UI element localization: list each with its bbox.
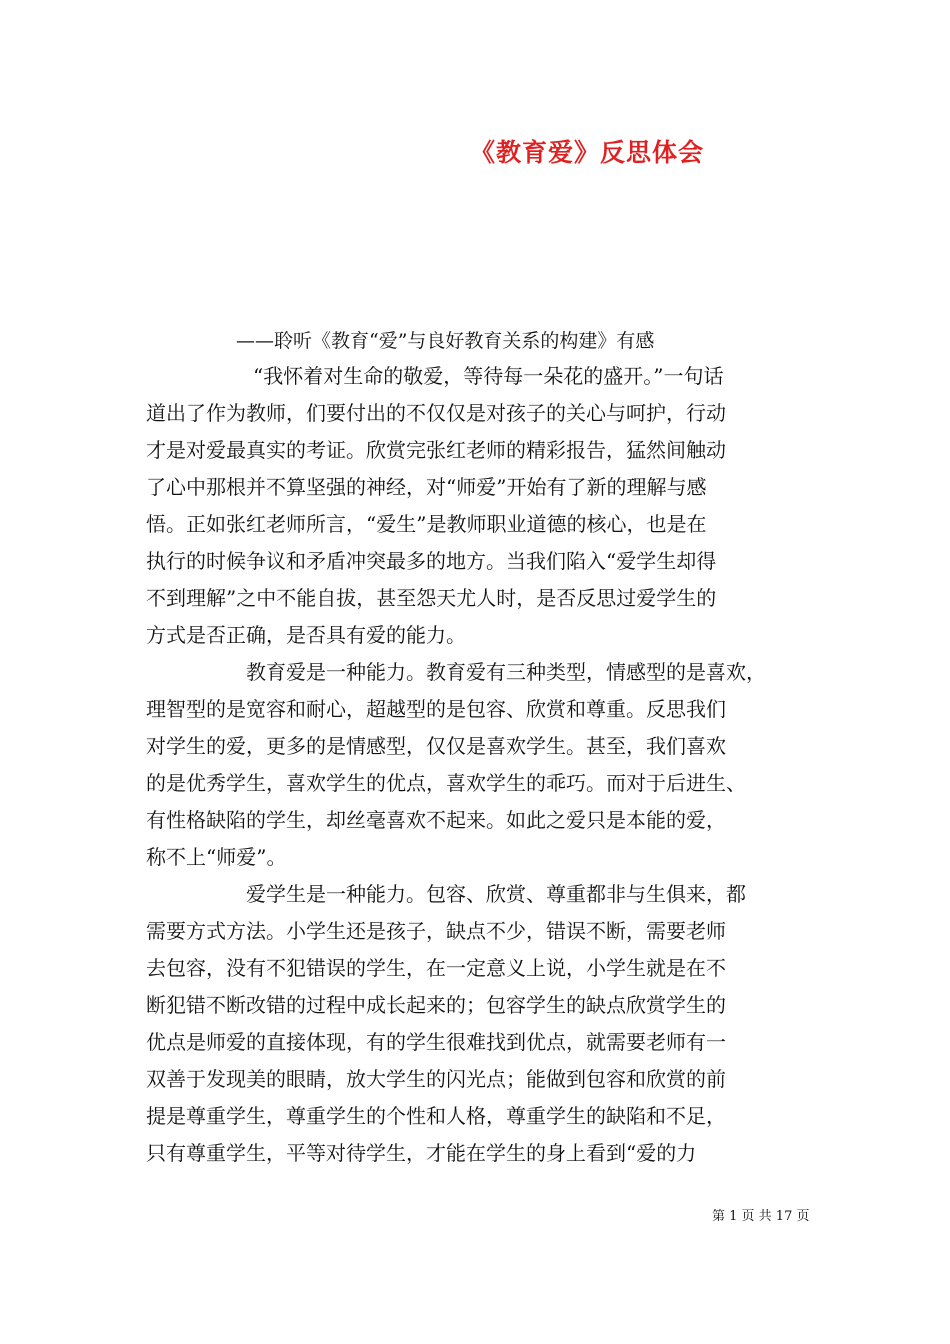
document-title: 《教育爱》反思体会: [470, 138, 705, 167]
paragraph-3: [146, 876, 826, 1172]
paragraph-line: 断犯错不断改错的过程中成长起来的；包容学生的缺点欣赏学生的: [146, 993, 726, 1017]
paragraph-line: 悟。正如张红老师所言，“爱生”是教师职业道德的核心，也是在: [146, 512, 707, 536]
paragraph-line: 理智型的是宽容和耐心，超越型的是包容、欣赏和尊重。反思我们: [146, 697, 726, 721]
paragraph-line: “我怀着对生命的敬爱，等待每一朵花的盛开。”一句话: [253, 364, 724, 388]
paragraph-line: 有性格缺陷的学生，却丝毫喜欢不起来。如此之爱只是本能的爱，: [146, 808, 726, 832]
paragraph-line: 优点是师爱的直接体现，有的学生很难找到优点，就需要老师有一: [146, 1030, 726, 1054]
paragraph-1: [146, 358, 826, 654]
document-body: [146, 358, 826, 1172]
paragraph-line: 双善于发现美的眼睛，放大学生的闪光点；能做到包容和欣赏的前: [146, 1067, 726, 1091]
paragraph-line: 教育爱是一种能力。教育爱有三种类型，情感型的是喜欢，: [246, 660, 766, 684]
paragraph-line: 道出了作为教师，们要付出的不仅仅是对孩子的关心与呵护，行动: [146, 401, 726, 425]
paragraph-line: 需要方式方法。小学生还是孩子，缺点不少，错误不断，需要老师: [146, 919, 726, 943]
document-subtitle: ——聆听《教育“爱”与良好教育关系的构建》有感: [236, 330, 655, 352]
paragraph-line: 提是尊重学生，尊重学生的个性和人格，尊重学生的缺陷和不足，: [146, 1104, 726, 1128]
paragraph-line: 对学生的爱，更多的是情感型，仅仅是喜欢学生。甚至，我们喜欢: [146, 734, 726, 758]
paragraph-line: 称不上“师爱”。: [146, 845, 287, 869]
paragraph-line: 方式是否正确，是否具有爱的能力。: [146, 623, 466, 647]
paragraph-line: 只有尊重学生，平等对待学生，才能在学生的身上看到“爱的力: [146, 1141, 697, 1165]
paragraph-line: 的是优秀学生，喜欢学生的优点，喜欢学生的乖巧。而对于后进生、: [146, 771, 746, 795]
paragraph-line: 了心中那根并不算坚强的神经，对“师爱”开始有了新的理解与感: [146, 475, 707, 499]
paragraph-line: 执行的时候争议和矛盾冲突最多的地方。当我们陷入“爱学生却得: [146, 549, 717, 573]
paragraph-line: 爱学生是一种能力。包容、欣赏、尊重都非与生俱来，都: [246, 882, 746, 906]
page-number-footer: 第 1 页 共 17 页: [712, 1209, 810, 1224]
paragraph-2: [146, 654, 826, 876]
paragraph-line: 去包容，没有不犯错误的学生，在一定意义上说，小学生就是在不: [146, 956, 726, 980]
paragraph-line: 才是对爱最真实的考证。欣赏完张红老师的精彩报告，猛然间触动: [146, 438, 726, 462]
paragraph-line: 不到理解”之中不能自拔，甚至怨天尤人时，是否反思过爱学生的: [146, 586, 717, 610]
